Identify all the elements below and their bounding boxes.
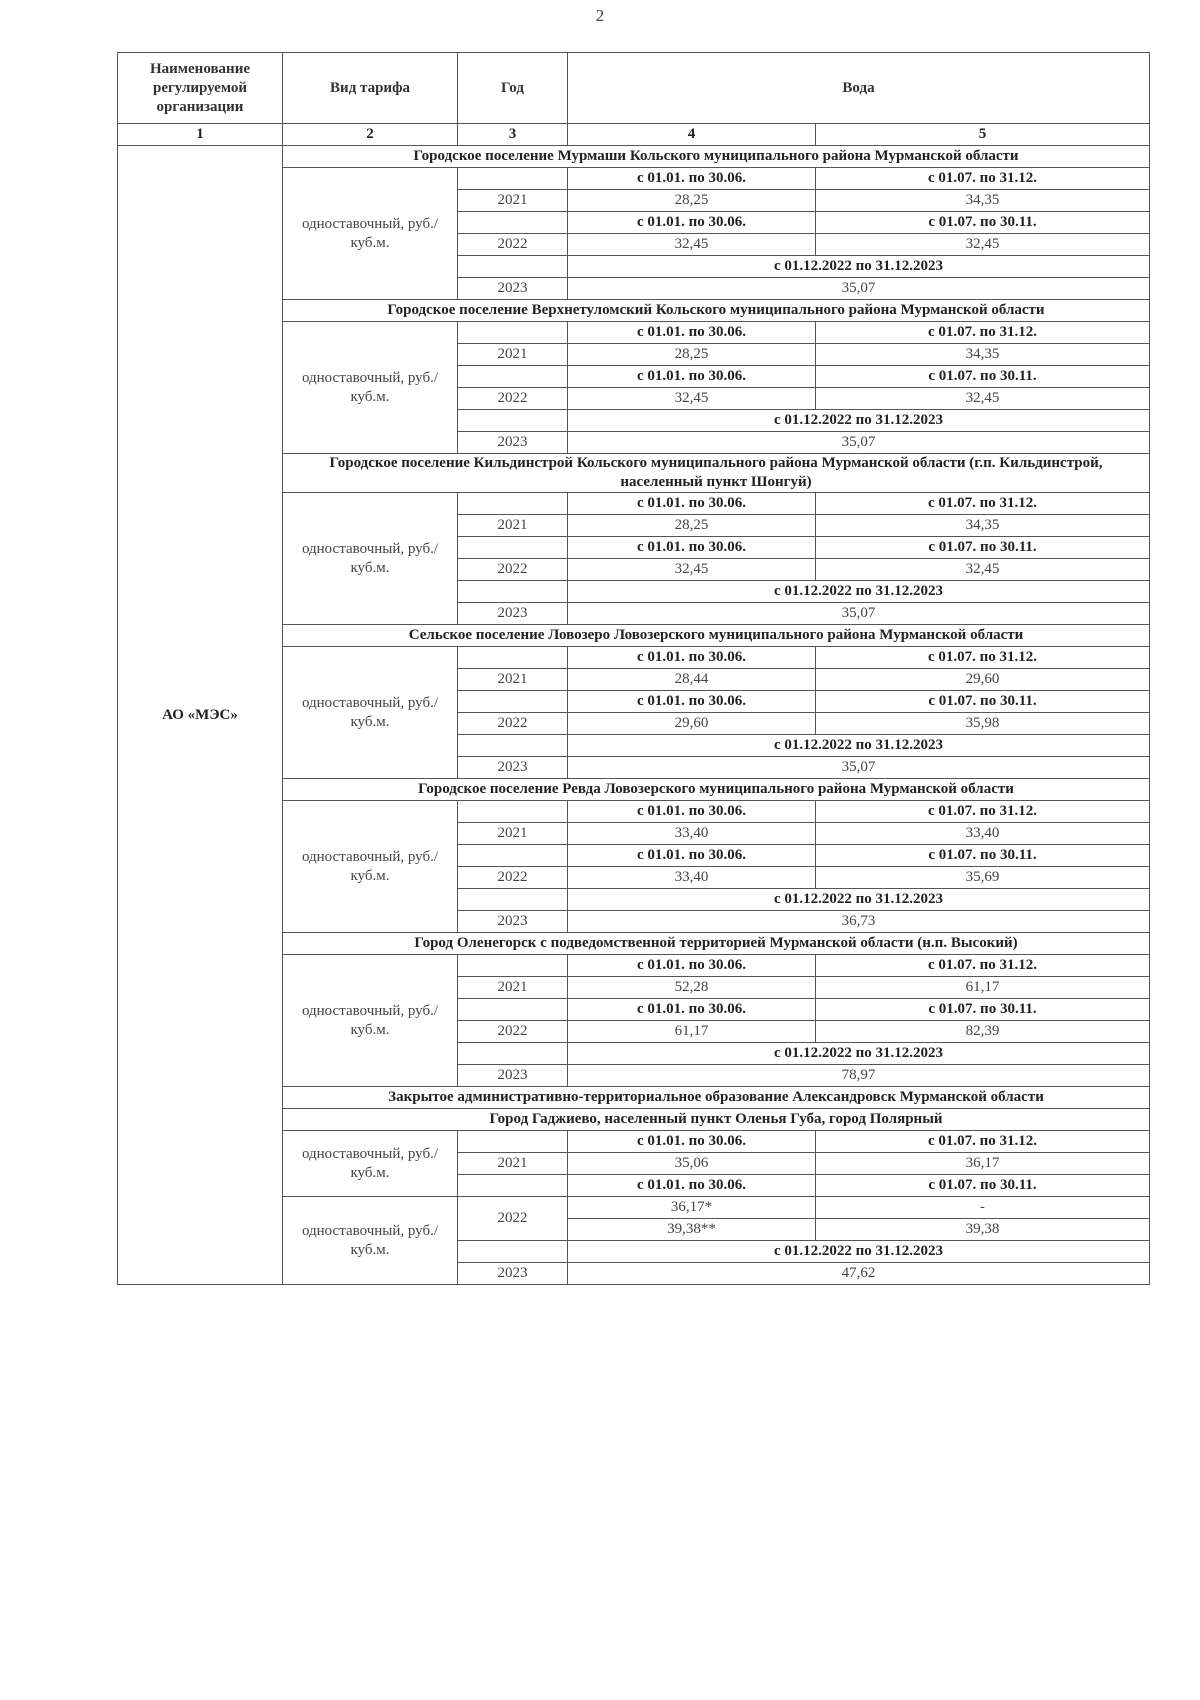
tariff-value-cell: 29,60 [568,713,816,735]
tariff-type-cell: одноставочный, руб./куб.м. [283,955,458,1087]
column-numbers-row [118,124,1150,146]
period-cell: с 01.12.2022 по 31.12.2023 [568,581,1150,603]
empty-year-cell [458,1175,568,1197]
tariff-type-cell: одноставочный, руб./куб.м. [283,493,458,625]
tariff-value-cell: 34,35 [816,190,1150,212]
period-end-cell: с 01.07. по 30.11. [816,845,1150,867]
empty-year-cell [458,212,568,234]
section-subtitle: Город Гаджиево, населенный пункт Оленья Губа, город Полярный [283,1109,1150,1131]
tariff-value-cell: 82,39 [816,1021,1150,1043]
period-end-cell: с 01.07. по 31.12. [816,955,1150,977]
empty-year-cell [458,322,568,344]
tariff-value-cell: 35,06 [568,1153,816,1175]
organization-name: АО «МЭС» [118,146,283,1285]
tariff-value-cell: 47,62 [568,1263,1150,1285]
year-cell: 2022 [458,1197,568,1241]
tariff-value-cell: 36,73 [568,911,1150,933]
section-title: Городское поселение Кильдинстрой Кольского муниципального района Мурманской области (г.п. Кильдинстрой, населенный пункт Шонгуй) [283,454,1150,493]
empty-year-cell [458,493,568,515]
tariff-value-cell: 35,07 [568,603,1150,625]
tariff-value-cell: 32,45 [568,559,816,581]
section-title: Городское поселение Мурмаши Кольского муниципального района Мурманской области [283,146,1150,168]
period-cell: с 01.12.2022 по 31.12.2023 [568,1241,1150,1263]
tariff-table [117,52,1150,1285]
tariff-value-cell: 33,40 [568,823,816,845]
period-start-cell: с 01.01. по 30.06. [568,537,816,559]
tariff-type-cell: одноставочный, руб./куб.м. [283,1197,458,1285]
empty-year-cell [458,1043,568,1065]
tariff-value-cell: 32,45 [816,559,1150,581]
year-cell: 2021 [458,190,568,212]
tariff-value-cell: 39,38** [568,1219,816,1241]
year-cell: 2022 [458,559,568,581]
period-start-cell: с 01.01. по 30.06. [568,493,816,515]
empty-year-cell [458,1241,568,1263]
tariff-value-cell: 35,07 [568,432,1150,454]
section-header-row [118,146,1150,168]
year-cell: 2023 [458,1263,568,1285]
column-number: 4 [568,124,816,146]
tariff-value-cell: 28,25 [568,515,816,537]
period-end-cell: с 01.07. по 30.11. [816,537,1150,559]
year-cell: 2021 [458,669,568,691]
year-cell: 2021 [458,823,568,845]
tariff-type-cell: одноставочный, руб./куб.м. [283,801,458,933]
period-end-cell: с 01.07. по 30.11. [816,212,1150,234]
tariff-value-cell: 32,45 [816,388,1150,410]
period-start-cell: с 01.01. по 30.06. [568,647,816,669]
period-end-cell: с 01.07. по 30.11. [816,366,1150,388]
year-cell: 2021 [458,515,568,537]
page-number: 2 [595,6,605,25]
empty-year-cell [458,691,568,713]
period-start-cell: с 01.01. по 30.06. [568,1175,816,1197]
tariff-value-cell: 28,44 [568,669,816,691]
period-start-cell: с 01.01. по 30.06. [568,999,816,1021]
year-cell: 2023 [458,432,568,454]
empty-year-cell [458,256,568,278]
year-cell: 2023 [458,1065,568,1087]
empty-year-cell [458,537,568,559]
tariff-value-cell: 36,17* [568,1197,816,1219]
empty-year-cell [458,581,568,603]
period-cell: с 01.12.2022 по 31.12.2023 [568,1043,1150,1065]
section-title: Городское поселение Верхнетуломский Кольского муниципального района Мурманской области [283,300,1150,322]
year-cell: 2023 [458,911,568,933]
tariff-value-cell: 61,17 [568,1021,816,1043]
period-end-cell: с 01.07. по 31.12. [816,493,1150,515]
column-number: 2 [283,124,458,146]
tariff-value-cell: 34,35 [816,515,1150,537]
header-org-name: Наименование регулируемой организации [118,53,283,124]
empty-year-cell [458,955,568,977]
tariff-value-cell: 32,45 [568,234,816,256]
empty-year-cell [458,366,568,388]
period-start-cell: с 01.01. по 30.06. [568,691,816,713]
period-end-cell: с 01.07. по 31.12. [816,1131,1150,1153]
period-cell: с 01.12.2022 по 31.12.2023 [568,889,1150,911]
tariff-value-cell: 35,07 [568,278,1150,300]
column-number: 1 [118,124,283,146]
period-start-cell: с 01.01. по 30.06. [568,1131,816,1153]
header-year: Год [458,53,568,124]
section-title: Сельское поселение Ловозеро Ловозерского муниципального района Мурманской области [283,625,1150,647]
empty-year-cell [458,647,568,669]
empty-year-cell [458,999,568,1021]
tariff-type-cell: одноставочный, руб./куб.м. [283,647,458,779]
empty-year-cell [458,168,568,190]
period-end-cell: с 01.07. по 30.11. [816,1175,1150,1197]
tariff-type-cell: одноставочный, руб./куб.м. [283,168,458,300]
year-cell: 2022 [458,1021,568,1043]
tariff-value-cell: 52,28 [568,977,816,999]
tariff-value-cell: - [816,1197,1150,1219]
empty-year-cell [458,845,568,867]
tariff-value-cell: 28,25 [568,190,816,212]
empty-year-cell [458,889,568,911]
year-cell: 2022 [458,388,568,410]
tariff-value-cell: 61,17 [816,977,1150,999]
period-start-cell: с 01.01. по 30.06. [568,322,816,344]
empty-year-cell [458,801,568,823]
period-end-cell: с 01.07. по 30.11. [816,999,1150,1021]
tariff-value-cell: 35,98 [816,713,1150,735]
year-cell: 2021 [458,344,568,366]
year-cell: 2022 [458,867,568,889]
tariff-value-cell: 36,17 [816,1153,1150,1175]
column-number: 3 [458,124,568,146]
period-start-cell: с 01.01. по 30.06. [568,366,816,388]
tariff-value-cell: 34,35 [816,344,1150,366]
section-title: Город Оленегорск с подведомственной территорией Мурманской области (н.п. Высокий) [283,933,1150,955]
tariff-value-cell: 33,40 [568,867,816,889]
period-cell: с 01.12.2022 по 31.12.2023 [568,410,1150,432]
tariff-value-cell: 35,69 [816,867,1150,889]
period-cell: с 01.12.2022 по 31.12.2023 [568,735,1150,757]
year-cell: 2021 [458,977,568,999]
tariff-value-cell: 39,38 [816,1219,1150,1241]
period-end-cell: с 01.07. по 31.12. [816,168,1150,190]
period-cell: с 01.12.2022 по 31.12.2023 [568,256,1150,278]
period-end-cell: с 01.07. по 31.12. [816,801,1150,823]
period-start-cell: с 01.01. по 30.06. [568,955,816,977]
tariff-value-cell: 32,45 [816,234,1150,256]
period-end-cell: с 01.07. по 31.12. [816,647,1150,669]
tariff-type-cell: одноставочный, руб./куб.м. [283,1131,458,1197]
tariff-value-cell: 29,60 [816,669,1150,691]
tariff-value-cell: 32,45 [568,388,816,410]
year-cell: 2023 [458,603,568,625]
empty-year-cell [458,735,568,757]
period-end-cell: с 01.07. по 30.11. [816,691,1150,713]
header-water: Вода [568,53,1150,124]
header-row [118,53,1150,124]
tariff-value-cell: 28,25 [568,344,816,366]
period-start-cell: с 01.01. по 30.06. [568,801,816,823]
empty-year-cell [458,1131,568,1153]
tariff-value-cell: 35,07 [568,757,1150,779]
tariff-value-cell: 33,40 [816,823,1150,845]
header-tariff-type: Вид тарифа [283,53,458,124]
period-start-cell: с 01.01. по 30.06. [568,212,816,234]
tariff-value-cell: 78,97 [568,1065,1150,1087]
period-start-cell: с 01.01. по 30.06. [568,845,816,867]
year-cell: 2022 [458,234,568,256]
empty-year-cell [458,410,568,432]
year-cell: 2023 [458,278,568,300]
period-end-cell: с 01.07. по 31.12. [816,322,1150,344]
tariff-type-cell: одноставочный, руб./куб.м. [283,322,458,454]
section-title: Закрытое административно-территориальное образование Александровск Мурманской области [283,1087,1150,1109]
section-title: Городское поселение Ревда Ловозерского муниципального района Мурманской области [283,779,1150,801]
year-cell: 2023 [458,757,568,779]
column-number: 5 [816,124,1150,146]
year-cell: 2022 [458,713,568,735]
year-cell: 2021 [458,1153,568,1175]
period-start-cell: с 01.01. по 30.06. [568,168,816,190]
